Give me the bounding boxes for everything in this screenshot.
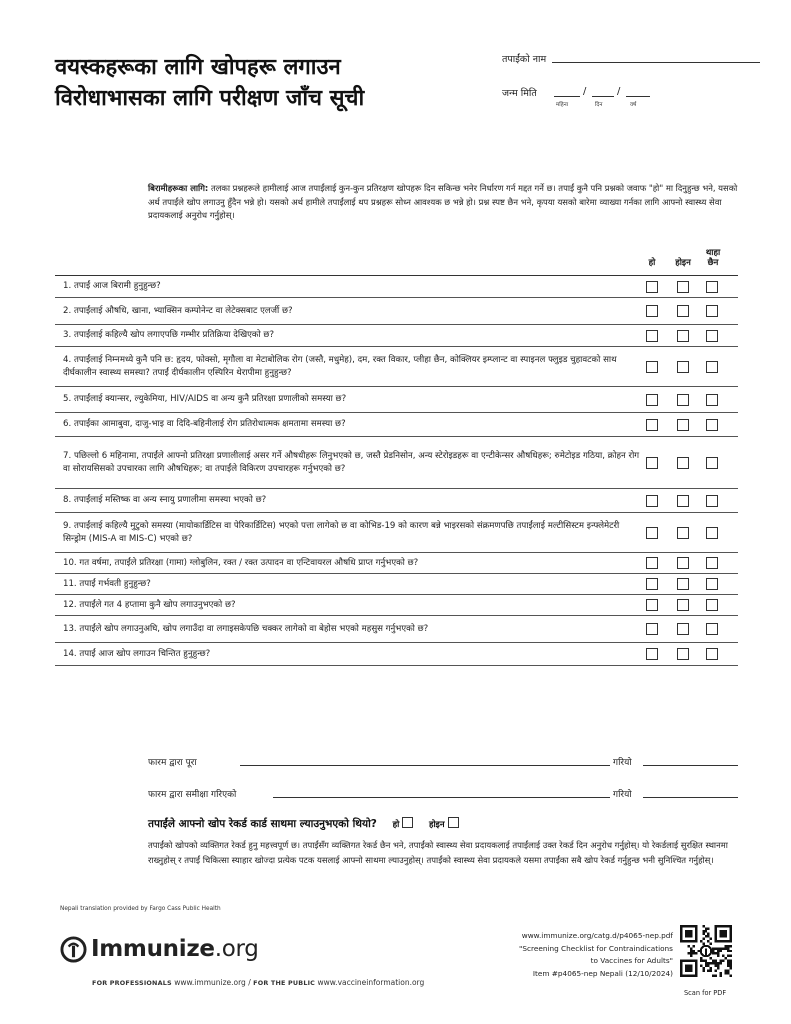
question-body: तपाईंलाई औषधि, खाना, भ्याक्सिन कम्पोनेन्ट वा लेटेक्सबाट एलर्जी छ? bbox=[73, 305, 293, 316]
question-row bbox=[55, 595, 738, 616]
record-paragraph: तपाईंको खोपको व्यक्तिगत रेकर्ड हुनु महत्त्वपूर्ण छ। तपाईंसँग व्यक्तिगत रेकर्ड छैन भने, तपाईंको स्वास्थ्य सेवा प्रदायकलाई तपाईंलाई उक्त रेकर्ड दिन अनुरोध गर्नुहोस्। यो रेकर्डलाई सुरक्षित स्थानमा राख्नुहोस् र तपाईं चिकित्सा स्याहार खोज्दा प्रत्येक पटक यसलाई आफ्नो साथमा ल्याउनुहोस्। तपाईंको स्वास्थ्य सेवा प्रदायकले यसमा तपाईंका सबै खोप रेकर्ड गर्नुहुन्छ भनी सुनिश्चित गर्नुहोस्। bbox=[148, 840, 728, 865]
dont-know-checkbox[interactable] bbox=[706, 394, 718, 406]
question-body: तपाईंलाई कहिल्यै मुटुको समस्या (मायोकार्डिटिस वा पेरिकार्डिटिस) भएको पत्ता लागेको छ वा कोभिड-19 को कारण बन्ने भाइरसको संक्रमणपछि तपाईंलाई मल्टीसिस्टम इन्फ्लेमेटरी सिन्ड्रोम (MIS-A वा MIS-C) भएको छ? bbox=[63, 520, 620, 544]
question-text bbox=[55, 354, 640, 380]
question-number: 7. bbox=[63, 450, 72, 461]
citation-title-1: "Screening Checklist for Contraindications bbox=[519, 943, 673, 953]
completed-by-label: फारम द्वारा पूरा bbox=[148, 758, 197, 768]
column-header-dont-know-line-1: थाहा bbox=[705, 248, 721, 258]
question-body: गत वर्षमा, तपाईंले प्रतिरक्षा (गामा) ग्लोबुलिन, रक्त / रक्त उत्पादन वा एन्टिवायरल औषधि प्राप्त गर्नुभएको छ? bbox=[79, 557, 419, 568]
question-number: 3. bbox=[63, 330, 72, 340]
dont-know-checkbox[interactable] bbox=[706, 495, 718, 507]
question-number: 13. bbox=[63, 623, 77, 634]
question-number: 2. bbox=[63, 305, 72, 316]
yes-checkbox[interactable] bbox=[646, 281, 658, 293]
reviewed-by-field bbox=[148, 787, 743, 801]
intro-paragraph bbox=[148, 182, 748, 223]
title-line-1: वयस्कहरूका लागि खोपहरू लगाउन bbox=[55, 55, 341, 80]
dob-slash-1: / bbox=[583, 86, 587, 97]
dob-day-line[interactable] bbox=[592, 96, 614, 97]
title-line-2: विरोधाभासका लागि परीक्षण जाँच सूची bbox=[55, 86, 365, 111]
yes-checkbox[interactable] bbox=[646, 330, 658, 342]
question-text bbox=[55, 648, 640, 661]
question-row bbox=[55, 325, 738, 347]
column-header-no: होइन bbox=[675, 258, 691, 268]
no-checkbox[interactable] bbox=[677, 623, 689, 635]
yes-checkbox[interactable] bbox=[646, 648, 658, 660]
document-citation bbox=[413, 930, 673, 980]
dont-know-checkbox[interactable] bbox=[706, 578, 718, 590]
no-checkbox[interactable] bbox=[677, 457, 689, 469]
question-body: तपाईंले गत 4 हप्तामा कुनै खोप लगाउनुभएको छ? bbox=[79, 599, 236, 610]
dont-know-checkbox[interactable] bbox=[706, 419, 718, 431]
footer-separator: / bbox=[248, 978, 251, 987]
question-number: 12. bbox=[63, 599, 77, 610]
citation-title-2: to Vaccines for Adults" bbox=[590, 956, 673, 965]
yes-checkbox[interactable] bbox=[646, 527, 658, 539]
yes-checkbox[interactable] bbox=[646, 557, 658, 569]
dont-know-checkbox[interactable] bbox=[706, 557, 718, 569]
dont-know-checkbox[interactable] bbox=[706, 361, 718, 373]
name-input-line[interactable] bbox=[552, 62, 760, 63]
question-body: तपाईंले खोप लगाउनुअघि, खोप लगाउँदा वा लगाइसकेपछि चक्कर लागेको वा बेहोस भएको महसुस गर्नुभएको छ? bbox=[79, 623, 429, 634]
question-row bbox=[55, 513, 738, 553]
yes-checkbox[interactable] bbox=[646, 599, 658, 611]
question-row bbox=[55, 298, 738, 325]
question-number: 5. bbox=[63, 394, 72, 404]
citation-item: Item #p4065-nep Nepali (12/10/2024) bbox=[532, 968, 673, 978]
dont-know-checkbox[interactable] bbox=[706, 330, 718, 342]
dob-year-sublabel: वर्ष bbox=[630, 102, 637, 108]
column-header-yes: हो bbox=[648, 258, 656, 268]
question-row bbox=[55, 387, 738, 413]
question-text bbox=[55, 280, 640, 293]
translation-credit: Nepali translation provided by Fargo Cass Public Health bbox=[60, 906, 221, 912]
yes-checkbox[interactable] bbox=[646, 361, 658, 373]
column-header-dont-know bbox=[700, 248, 726, 268]
question-number: 4. bbox=[63, 354, 72, 365]
footer-pro-link[interactable]: www.immunize.org bbox=[174, 978, 246, 987]
question-body: तपाईं गर्भवती हुनुहुन्छ? bbox=[79, 578, 151, 589]
yes-checkbox[interactable] bbox=[646, 457, 658, 469]
question-text bbox=[55, 329, 640, 342]
scan-for-pdf-label: Scan for PDF bbox=[684, 989, 727, 997]
question-row bbox=[55, 489, 738, 513]
no-checkbox[interactable] bbox=[677, 361, 689, 373]
question-text bbox=[55, 520, 640, 546]
immunize-logo-text bbox=[91, 936, 259, 962]
record-no-label: होइन bbox=[428, 820, 445, 830]
no-checkbox[interactable] bbox=[677, 578, 689, 590]
column-header-dont-know-line-2: छैन bbox=[707, 258, 719, 268]
dob-field bbox=[502, 86, 702, 112]
dont-know-checkbox[interactable] bbox=[706, 281, 718, 293]
yes-checkbox[interactable] bbox=[646, 578, 658, 590]
no-checkbox[interactable] bbox=[677, 394, 689, 406]
dob-day-sublabel: दिन bbox=[595, 102, 603, 108]
dont-know-checkbox[interactable] bbox=[706, 623, 718, 635]
question-body: तपाईंका आमाबुवा, दाजु-भाइ वा दिदि-बहिनीलाई रोग प्रतिरोधात्मक क्षमतामा समस्या छ? bbox=[73, 419, 346, 429]
citation-url[interactable]: www.immunize.org/catg.d/p4065-nep.pdf bbox=[521, 931, 673, 940]
question-row bbox=[55, 276, 738, 298]
completed-date-line[interactable] bbox=[643, 765, 738, 766]
name-label: तपाईंको नाम bbox=[502, 54, 547, 65]
yes-checkbox[interactable] bbox=[646, 623, 658, 635]
question-row bbox=[55, 616, 738, 643]
question-number: 6. bbox=[63, 419, 72, 429]
question-row bbox=[55, 643, 738, 666]
no-checkbox[interactable] bbox=[677, 281, 689, 293]
no-checkbox[interactable] bbox=[677, 495, 689, 507]
no-checkbox[interactable] bbox=[677, 557, 689, 569]
question-text bbox=[55, 578, 640, 591]
question-body: तपाईंलाई क्यान्सर, ल्युकेमिया, HIV/AIDS वा अन्य कुनै प्रतिरक्षा प्रणालीको समस्या छ? bbox=[73, 394, 347, 404]
question-number: 14. bbox=[63, 648, 77, 659]
question-number: 9. bbox=[63, 520, 72, 531]
reviewed-by-label: फारम द्वारा समीक्षा गरिएको bbox=[148, 790, 237, 800]
no-checkbox[interactable] bbox=[677, 527, 689, 539]
dont-know-checkbox[interactable] bbox=[706, 457, 718, 469]
reviewed-date-line[interactable] bbox=[643, 797, 738, 798]
question-row bbox=[55, 574, 738, 595]
no-checkbox[interactable] bbox=[677, 419, 689, 431]
question-text bbox=[55, 557, 640, 570]
question-text bbox=[55, 393, 640, 406]
dont-know-checkbox[interactable] bbox=[706, 305, 718, 317]
yes-checkbox[interactable] bbox=[646, 419, 658, 431]
immunize-logo-icon bbox=[60, 936, 87, 963]
question-number: 8. bbox=[63, 495, 72, 505]
reviewed-by-line[interactable] bbox=[273, 797, 610, 798]
question-body: तपाईंलाई निम्नमध्ये कुनै पनि छ: हृदय, फोक्सो, मृगौला वा मेटाबोलिक रोग (जस्तै, मधुमेह), दम, रक्त विकार, प्लीहा छैन, कोक्लियर इम्प्लान्ट वा स्पाइनल फ्लुइड चुहावटको साथ दीर्घकालीन स्वास्थ्य समस्या? तपाईं दीर्घकालीन एस्पिरिन थेरापीमा हुनुहुन्छ? bbox=[63, 354, 617, 378]
logo-suffix: .org bbox=[214, 936, 259, 962]
dob-month-line[interactable] bbox=[554, 96, 580, 97]
completed-by-line[interactable] bbox=[240, 765, 610, 766]
question-number: 10. bbox=[63, 557, 77, 568]
yes-checkbox[interactable] bbox=[646, 305, 658, 317]
question-text bbox=[55, 418, 640, 431]
no-checkbox[interactable] bbox=[677, 599, 689, 611]
record-card-question-text: तपाईंले आफ्नो खोप रेकर्ड कार्ड साथमा ल्याउनुभएको थियो? bbox=[148, 818, 377, 830]
question-body: तपाईंलाई मस्तिष्क वा अन्य स्नायु प्रणालीमा समस्या भएको छ? bbox=[73, 495, 267, 505]
question-body: तपाईं आज बिरामी हुनुहुन्छ? bbox=[73, 281, 161, 291]
record-yes-label: हो bbox=[392, 820, 400, 830]
record-card-question bbox=[148, 817, 459, 831]
question-body: तपाईं आज खोप लगाउन चिन्तित हुनुहुन्छ? bbox=[79, 648, 211, 659]
completed-by-suffix: गरियो bbox=[613, 758, 632, 768]
question-row bbox=[55, 413, 738, 437]
dob-month-sublabel: महिना bbox=[556, 102, 569, 108]
question-number: 11. bbox=[63, 578, 77, 589]
record-no-checkbox[interactable] bbox=[448, 817, 459, 828]
question-text bbox=[55, 623, 640, 636]
name-field bbox=[502, 52, 546, 65]
completed-by-field bbox=[148, 755, 743, 769]
yes-checkbox[interactable] bbox=[646, 495, 658, 507]
dob-slash-2: / bbox=[617, 86, 621, 97]
intro-lead: बिरामीहरूका लागि: bbox=[148, 183, 209, 193]
record-yes-checkbox[interactable] bbox=[402, 817, 413, 828]
footer-public-link[interactable]: www.vaccineinformation.org bbox=[317, 978, 425, 987]
no-checkbox[interactable] bbox=[677, 648, 689, 660]
immunize-logo bbox=[60, 933, 259, 965]
intro-text: तलका प्रश्नहरूले हामीलाई आज तपाईंलाई कुन-कुन प्रतिरक्षण खोपहरू दिन सकिन्छ भनेर निर्धारण गर्न मद्दत गर्ने छ। तपाईं कुनै पनि प्रश्नको जवाफ "हो" मा दिनुहुन्छ भने, यसको अर्थ तपाईंले खोप लगाउनु हुँदैन भन्ने हो। यसको अर्थ हामीले तपाईंलाई थप प्रश्नहरू सोध्न आवश्यक छ भन्ने हो। प्रश्न स्पष्ट छैन भने, कृपया यसको बारेमा व्याख्या गर्नका लागि आफ्नो स्वास्थ्य सेवा प्रदायकलाई अनुरोध गर्नुहोस्। bbox=[148, 183, 738, 220]
page-title bbox=[55, 52, 485, 114]
footer-links bbox=[92, 978, 424, 987]
question-row bbox=[55, 347, 738, 387]
yes-checkbox[interactable] bbox=[646, 394, 658, 406]
dob-year-line[interactable] bbox=[626, 96, 650, 97]
question-text bbox=[55, 305, 640, 318]
question-row bbox=[55, 437, 738, 489]
dob-label: जन्म मिति bbox=[502, 88, 537, 99]
no-checkbox[interactable] bbox=[677, 305, 689, 317]
question-number: 1. bbox=[63, 281, 72, 291]
dont-know-checkbox[interactable] bbox=[706, 599, 718, 611]
no-checkbox[interactable] bbox=[677, 330, 689, 342]
question-table bbox=[55, 275, 738, 666]
dont-know-checkbox[interactable] bbox=[706, 648, 718, 660]
question-row bbox=[55, 553, 738, 574]
dont-know-checkbox[interactable] bbox=[706, 527, 718, 539]
footer-pro-label: FOR PROFESSIONALS bbox=[92, 979, 172, 987]
footer-public-label: FOR THE PUBLIC bbox=[253, 979, 316, 987]
question-body: पछिल्लो 6 महिनामा, तपाईंले आफ्नो प्रतिरक्षा प्रणालीलाई असर गर्ने औषधीहरू लिनुभएको छ, जस्तै प्रेडनिसोन, अन्य स्टेरोइडहरू वा एन्टीकेन्सर औषधिहरू; रुमेटोइड गठिया, क्रोहन रोग वा सोरायसिसको उपचारका लागि औषधिहरू; वा तपाईंले विकिरण उपचारहरू गर्नुभएको छ? bbox=[63, 450, 640, 474]
question-text bbox=[55, 450, 640, 476]
qr-code-icon[interactable] bbox=[680, 925, 732, 977]
question-text bbox=[55, 494, 640, 507]
logo-name: Immunize bbox=[91, 936, 215, 962]
question-body: तपाईंलाई कहिल्यै खोप लगाएपछि गम्भीर प्रतिक्रिया देखिएको छ? bbox=[73, 330, 274, 340]
question-text bbox=[55, 599, 640, 612]
reviewed-by-suffix: गरियो bbox=[613, 790, 632, 800]
